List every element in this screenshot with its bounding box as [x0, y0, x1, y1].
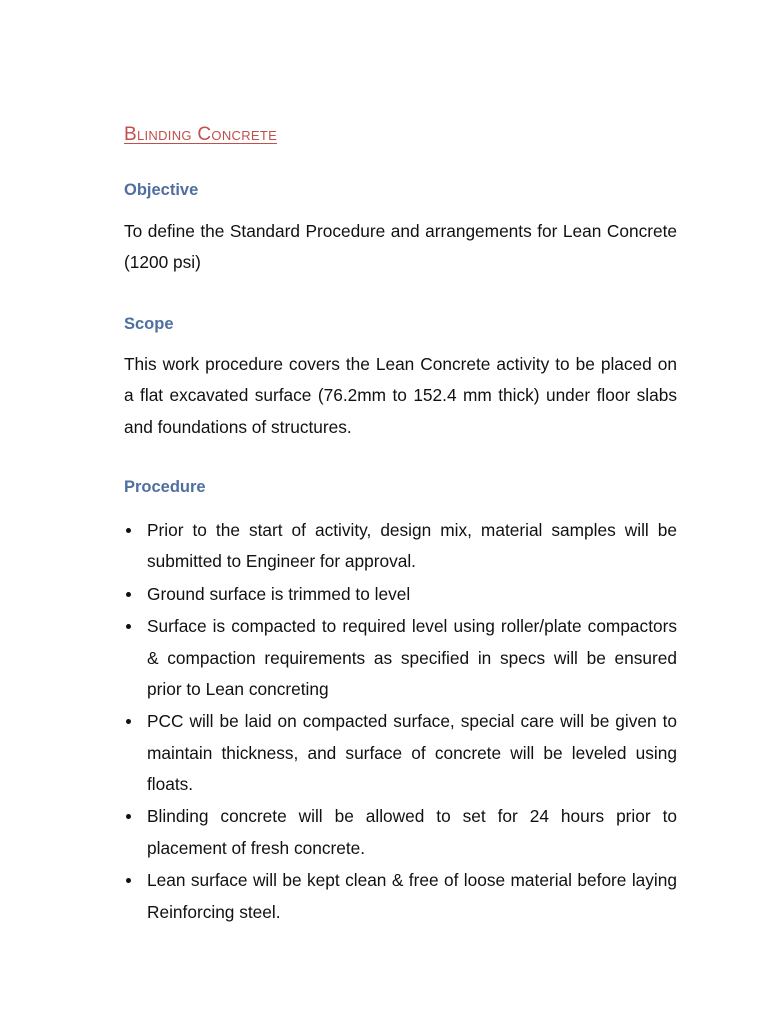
- procedure-item-1: Prior to the start of activity, design mix, material samples will be submitted to Engineer for approval.: [124, 515, 677, 578]
- procedure-item-2: Ground surface is trimmed to level: [124, 579, 677, 610]
- procedure-heading: Procedure: [124, 478, 206, 496]
- procedure-item-4: PCC will be laid on compacted surface, special care will be given to maintain thickness, and surface of concrete will be leveled using floats.: [124, 706, 677, 800]
- objective-text: To define the Standard Procedure and arrangements for Lean Concrete (1200 psi): [124, 221, 677, 273]
- procedure-item-6: Lean surface will be kept clean & free of loose material before laying Reinforcing steel.: [124, 865, 677, 928]
- procedure-list: [124, 515, 677, 929]
- procedure-item-5: Blinding concrete will be allowed to set for 24 hours prior to placement of fresh concrete.: [124, 801, 677, 864]
- scope-text: This work procedure covers the Lean Concrete activity to be placed on a flat excavated surface (76.2mm to 152.4 mm thick) under floor slabs and foundations of structures.: [124, 354, 677, 437]
- objective-heading: Objective: [124, 181, 199, 199]
- document-title: Blinding Concrete: [124, 124, 278, 145]
- procedure-item-3: Surface is compacted to required level using roller/plate compactors & compaction requirements as specified in specs will be ensured prior to Lean concreting: [124, 611, 677, 705]
- scope-heading: Scope: [124, 315, 174, 333]
